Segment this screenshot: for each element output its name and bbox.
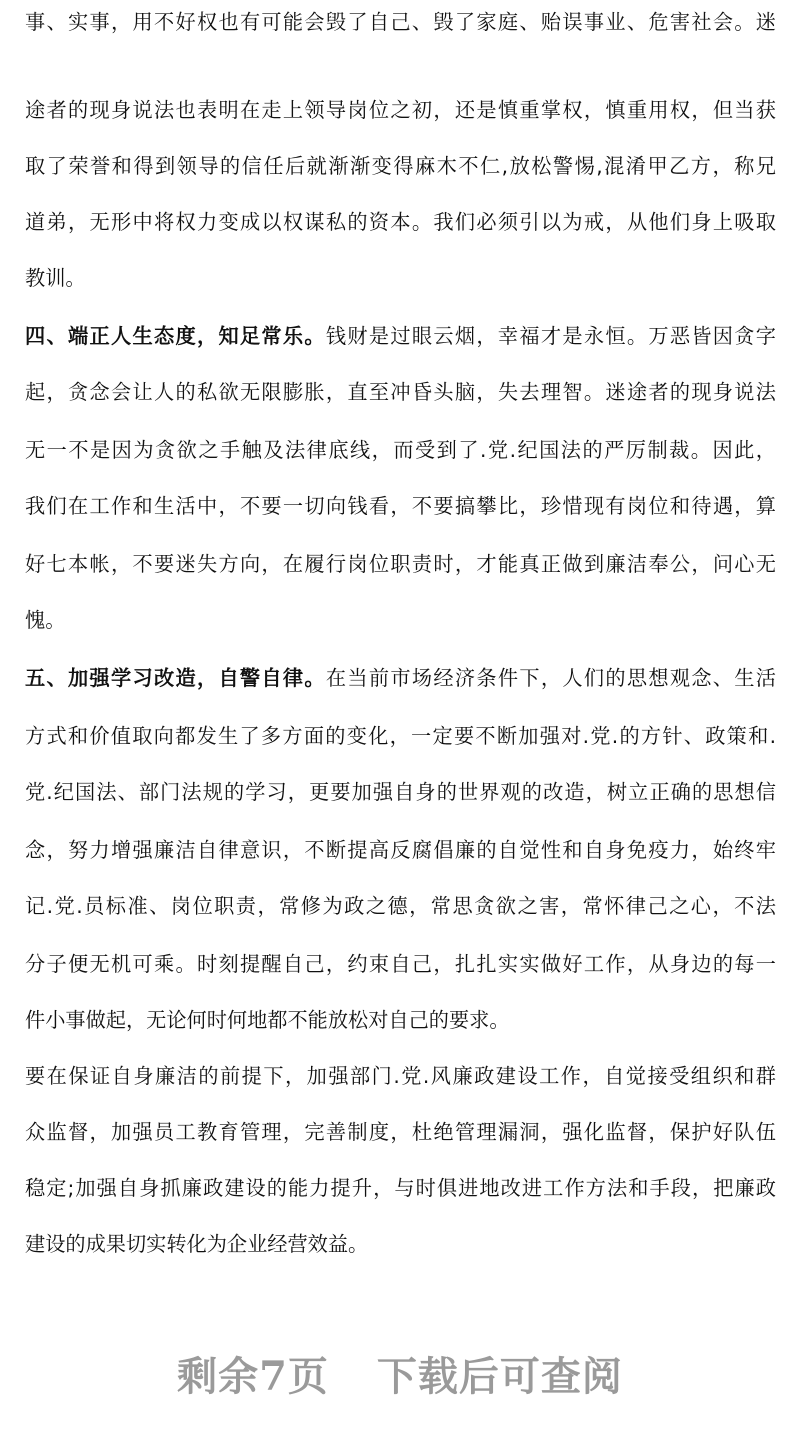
text-line: 党.纪国法、部门法规的学习，更要加强自身的世界观的改造，树立正确的思想信 xyxy=(25,780,776,804)
section-4-text: 钱财是过眼云烟，幸福才是永恒。万恶皆因贪字 xyxy=(325,324,776,348)
text-line: 建设的成果切实转化为企业经营效益。 xyxy=(25,1232,369,1256)
text-line: 起，贪念会让人的私欲无限膨胀，直至冲昏头脑，失去理智。迷途者的现身说法 xyxy=(25,380,776,404)
text-line: 取了荣誉和得到领导的信任后就渐渐变得麻木不仁,放松警惕,混淆甲乙方，称兄 xyxy=(25,154,776,178)
text-line: 愧。 xyxy=(25,608,66,632)
text-line: 方式和价值取向都发生了多方面的变化，一定要不断加强对.党.的方针、政策和. xyxy=(25,724,776,748)
remaining-pages-label: 剩余7页 xyxy=(177,1353,329,1400)
text-line: 记.党.员标准、岗位职责，常修为政之德，常思贪欲之害，常怀律己之心，不法 xyxy=(25,894,776,918)
text-line: 事、实事，用不好权也有可能会毁了自己、毁了家庭、贻误事业、危害社会。迷 xyxy=(25,10,776,34)
text-line: 道弟，无形中将权力变成以权谋私的资本。我们必须引以为戒，从他们身上吸取 xyxy=(25,210,776,234)
text-line: 分子便无机可乘。时刻提醒自己，约束自己，扎扎实实做好工作，从身边的每一 xyxy=(25,952,776,976)
section-5-text: 在当前市场经济条件下，人们的思想观念、生活 xyxy=(325,666,776,690)
text-line: 无一不是因为贪欲之手触及法律底线，而受到了.党.纪国法的严厉制裁。因此， xyxy=(25,438,776,462)
text-line: 教训。 xyxy=(25,266,86,290)
text-line: 好七本帐，不要迷失方向，在履行岗位职责时，才能真正做到廉洁奉公，问心无 xyxy=(25,552,776,576)
download-label: 下载后可查阅 xyxy=(376,1353,623,1400)
text-line: 要在保证自身廉洁的前提下，加强部门.党.风廉政建设工作，自觉接受组织和群 xyxy=(25,1064,776,1088)
text-line: 众监督，加强员工教育管理，完善制度，杜绝管理漏洞，强化监督，保护好队伍 xyxy=(25,1120,776,1144)
section-5-first-line xyxy=(25,663,776,693)
text-line: 我们在工作和生活中，不要一切向钱看，不要搞攀比，珍惜现有岗位和待遇，算 xyxy=(25,494,776,518)
text-line: 稳定;加强自身抓廉政建设的能力提升，与时俱进地改进工作方法和手段，把廉政 xyxy=(25,1176,776,1200)
text-line: 念，努力增强廉洁自律意识，不断提高反腐倡廉的自觉性和自身免疫力，始终牢 xyxy=(25,838,776,862)
text-line: 途者的现身说法也表明在走上领导岗位之初，还是慎重掌权，慎重用权，但当获 xyxy=(25,98,776,122)
download-prompt[interactable] xyxy=(0,1345,800,1402)
text-line: 件小事做起，无论何时何地都不能放松对自己的要求。 xyxy=(25,1008,510,1032)
section-4-first-line xyxy=(25,321,776,351)
section-4-heading: 四、端正人生态度，知足常乐。 xyxy=(25,324,326,348)
section-5-heading: 五、加强学习改造，自警自律。 xyxy=(25,666,326,690)
